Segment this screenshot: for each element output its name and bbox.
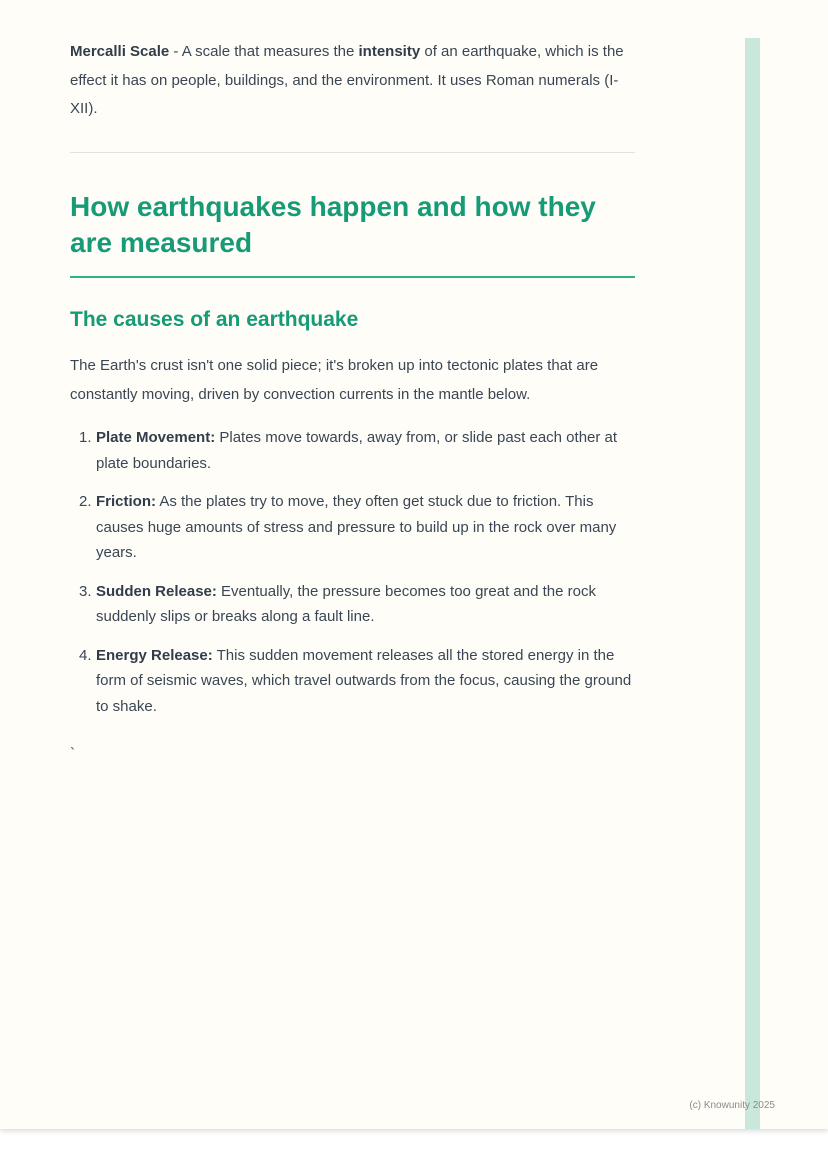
item-text	[96, 643, 635, 720]
list-item-energy-release	[70, 643, 635, 720]
item-number: 1.	[79, 429, 92, 447]
subsection-title: The causes of an earthquake	[70, 308, 359, 332]
lead-paragraph: The Earth's crust isn't one solid piece; it's broken up into tectonic plates that are constantly moving, driven by convection currents in the mantle below.	[70, 357, 599, 403]
item-label: Plate Movement:	[96, 429, 216, 447]
item-number: 3.	[79, 582, 92, 600]
item-text	[96, 579, 635, 630]
item-label: Friction:	[96, 493, 156, 511]
item-number: 2.	[79, 493, 92, 511]
item-text	[96, 489, 635, 566]
list-item-friction	[70, 489, 635, 566]
term-intensity: intensity	[358, 43, 421, 60]
intro-text-1: - A scale that measures the	[169, 43, 359, 60]
item-label: Energy Release:	[96, 646, 213, 664]
item-rest: This sudden movement releases all the stored energy in the form of seismic waves, which travel outwards from the focus, causing the ground to shake.	[96, 646, 632, 715]
section-title: How earthquakes happen and how they are measured	[70, 189, 635, 279]
section-divider	[70, 152, 635, 153]
intro-text-2: of an earthquake, which is the effect it has on people, buildings, and the environment. It uses Roman numerals (I-XII).	[70, 43, 624, 117]
item-rest: Eventually, the pressure becomes too great and the rock suddenly slips or breaks along a fault line.	[96, 582, 596, 626]
item-rest: Plates move towards, away from, or slide past each other at plate boundaries.	[96, 429, 618, 472]
item-label: Sudden Release:	[96, 582, 217, 600]
intro-paragraph	[70, 38, 635, 124]
stray-backtick: `	[70, 745, 75, 763]
item-number: 4.	[79, 646, 92, 664]
item-rest: As the plates try to move, they often get stuck due to friction. This causes huge amounts of stress and pressure to build up in the rock over many years.	[96, 493, 617, 562]
item-text	[96, 425, 635, 476]
list-item-sudden-release	[70, 579, 635, 630]
term-mercalli-scale: Mercalli Scale	[70, 43, 170, 60]
list-item-plate-movement	[70, 425, 635, 476]
causes-list	[70, 425, 635, 719]
copyright-footer: (c) Knowunity 2025	[689, 1100, 775, 1111]
